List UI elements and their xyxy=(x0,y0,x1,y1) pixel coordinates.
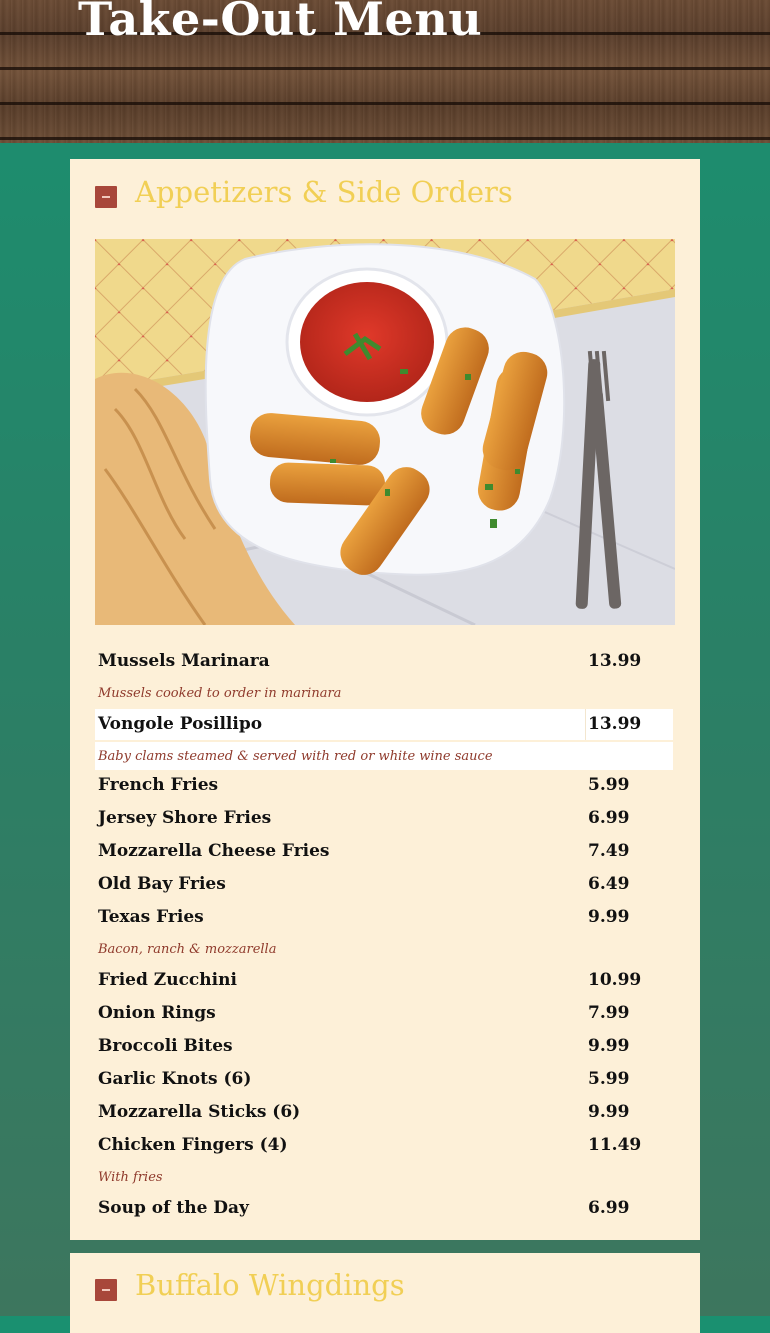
item-description-row xyxy=(95,742,673,770)
item-price: 6.49 xyxy=(588,874,630,894)
menu-item[interactable] xyxy=(95,1130,675,1163)
item-description: Baby clams steamed & served with red or white wine sauce xyxy=(98,749,493,764)
item-price: 13.99 xyxy=(588,714,642,734)
menu-item[interactable] xyxy=(95,965,675,998)
item-name: Onion Rings xyxy=(98,1003,216,1023)
item-name: Vongole Posillipo xyxy=(98,714,263,734)
item-description: Mussels cooked to order in marinara xyxy=(98,686,342,701)
item-price: 10.99 xyxy=(588,970,642,990)
menu-item[interactable] xyxy=(95,1193,675,1226)
menu-item[interactable] xyxy=(95,1064,675,1097)
item-price: 5.99 xyxy=(588,775,630,795)
menu-item[interactable] xyxy=(95,902,675,935)
item-name: Jersey Shore Fries xyxy=(98,808,272,828)
item-price: 11.49 xyxy=(588,1135,642,1155)
item-list xyxy=(95,646,675,1226)
item-description-row xyxy=(95,1163,675,1193)
item-name: Chicken Fingers (4) xyxy=(98,1135,288,1155)
item-name: French Fries xyxy=(98,775,219,795)
menu-item[interactable] xyxy=(95,803,675,836)
item-description-row xyxy=(95,679,675,709)
menu-item[interactable] xyxy=(95,646,675,679)
item-name: Mozzarella Cheese Fries xyxy=(98,841,330,861)
collapse-toggle-icon[interactable] xyxy=(95,1279,117,1301)
item-name: Fried Zucchini xyxy=(98,970,237,990)
item-description-row xyxy=(95,935,675,965)
menu-item[interactable] xyxy=(95,1031,675,1064)
page-title: Take-Out Menu xyxy=(78,0,483,46)
item-price: 9.99 xyxy=(588,907,630,927)
item-price: 6.99 xyxy=(588,1198,630,1218)
item-price: 5.99 xyxy=(588,1069,630,1089)
item-name: Texas Fries xyxy=(98,907,204,927)
item-name: Mozzarella Sticks (6) xyxy=(98,1102,301,1122)
menu-section-appetizers xyxy=(70,159,700,1240)
menu-item[interactable] xyxy=(95,869,675,902)
menu-item[interactable] xyxy=(95,836,675,869)
item-price: 7.99 xyxy=(588,1003,630,1023)
item-price: 9.99 xyxy=(588,1102,630,1122)
item-name: Soup of the Day xyxy=(98,1198,249,1218)
menu-section-buffalo-wingdings xyxy=(70,1253,700,1333)
menu-item[interactable] xyxy=(95,998,675,1031)
appetizers-photo xyxy=(95,239,675,625)
column-divider xyxy=(585,709,586,740)
item-price: 9.99 xyxy=(588,1036,630,1056)
header-banner xyxy=(0,0,770,143)
menu-item[interactable] xyxy=(95,770,675,803)
item-price: 13.99 xyxy=(588,651,642,671)
menu-item[interactable] xyxy=(95,709,673,742)
menu-item[interactable] xyxy=(95,1097,675,1130)
item-price: 7.49 xyxy=(588,841,630,861)
item-price: 6.99 xyxy=(588,808,630,828)
section-title[interactable]: Buffalo Wingdings xyxy=(135,1268,405,1302)
item-description: Bacon, ranch & mozzarella xyxy=(98,942,277,957)
item-description: With fries xyxy=(98,1170,163,1185)
item-name: Old Bay Fries xyxy=(98,874,226,894)
item-name: Garlic Knots (6) xyxy=(98,1069,252,1089)
item-name: Mussels Marinara xyxy=(98,651,270,671)
item-name: Broccoli Bites xyxy=(98,1036,233,1056)
collapse-toggle-icon[interactable] xyxy=(95,186,117,208)
section-title[interactable]: Appetizers & Side Orders xyxy=(135,175,513,209)
